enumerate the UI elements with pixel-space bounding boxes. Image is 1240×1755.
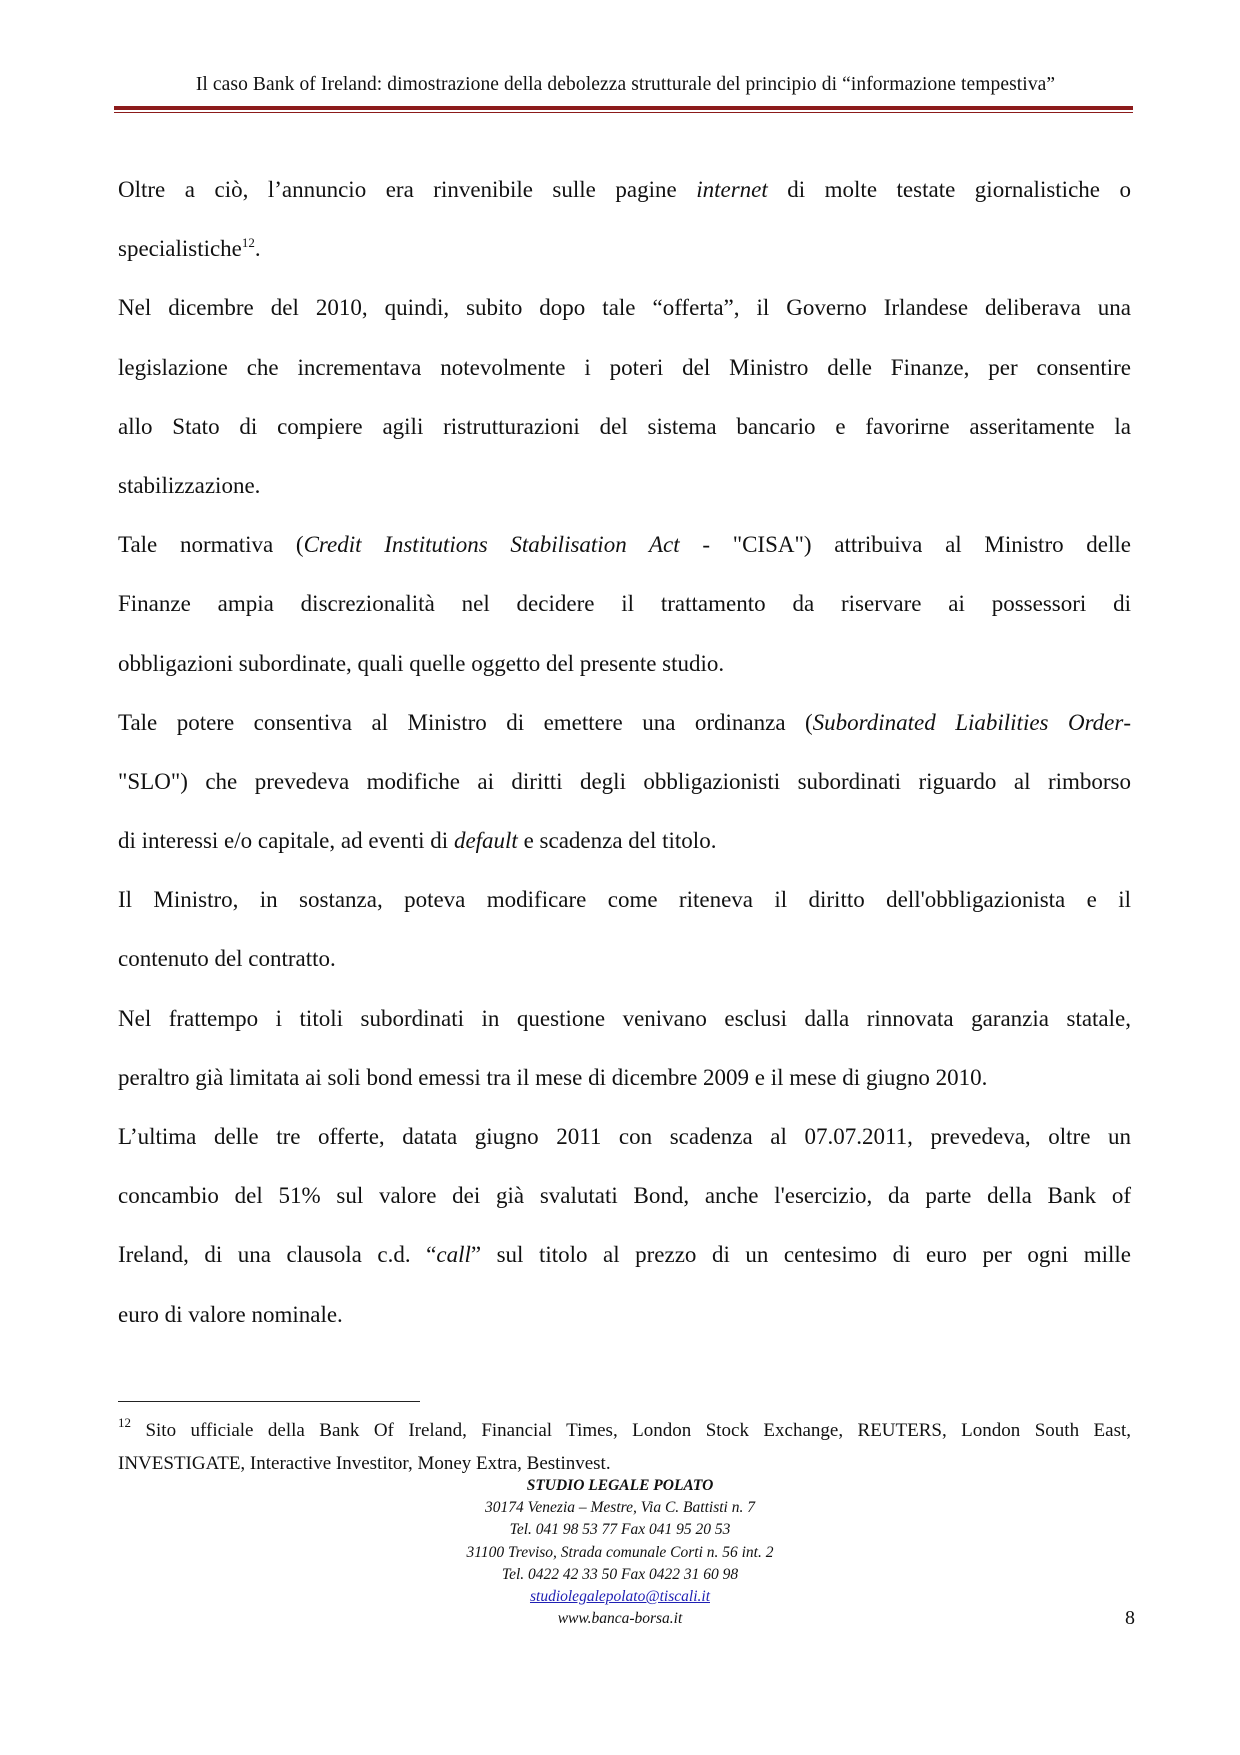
paragraph-line: Ireland, di una clausola c.d. “call” sul titolo al prezzo di un centesimo di euro per ogni mille bbox=[118, 1242, 1132, 1268]
emphasis-call: call bbox=[436, 1242, 471, 1268]
address-venezia: 30174 Venezia – Mestre, Via C. Battisti n. 7 bbox=[485, 1499, 755, 1517]
paragraph-line: obbligazioni subordinate, quali quelle oggetto del presente studio. bbox=[118, 650, 725, 676]
address-treviso: 31100 Treviso, Strada comunale Corti n. 56 int. 2 bbox=[466, 1543, 774, 1561]
paragraph-line: euro di valore nominale. bbox=[118, 1301, 343, 1327]
body-text bbox=[118, 160, 1131, 1344]
emphasis-internet: internet bbox=[696, 177, 768, 202]
paragraph-line: legislazione che incrementava notevolmente i poteri del Ministro delle Finanze, per consentire bbox=[118, 354, 1131, 380]
header-rule-thick bbox=[114, 106, 1133, 110]
footnote-number: 12 bbox=[118, 1415, 131, 1430]
header-rule-thin bbox=[114, 112, 1133, 113]
paragraph-line: Oltre a ciò, l’annuncio era rinvenibile sulle pagine internet di molte testate giornalistiche o bbox=[118, 177, 1131, 202]
footnote-ref-12[interactable]: 12 bbox=[241, 235, 255, 251]
page-footer bbox=[300, 1475, 940, 1630]
footnote bbox=[118, 1414, 1131, 1480]
phone-treviso: Tel. 0422 42 33 50 Fax 0422 31 60 98 bbox=[501, 1565, 739, 1583]
paragraph-line: "SLO") che prevedeva modifiche ai diritti degli obbligazionisti subordinati riguardo al rimborso bbox=[118, 768, 1131, 794]
paragraph-line: peraltro già limitata ai soli bond emessi tra il mese di dicembre 2009 e il mese di giugno 2010. bbox=[118, 1064, 988, 1090]
running-header: Il caso Bank of Ireland: dimostrazione della debolezza strutturale del principio di “informazione tempestiva” bbox=[195, 74, 1056, 95]
phone-venezia: Tel. 041 98 53 77 Fax 041 95 20 53 bbox=[509, 1521, 731, 1539]
paragraph-line: L’ultima delle tre offerte, datata giugno 2011 con scadenza al 07.07.2011, prevedeva, oltre un bbox=[118, 1124, 1131, 1149]
emphasis-slo: Subordinated Liabilities Order bbox=[812, 709, 1124, 735]
paragraph-line: Tale normativa (Credit Institutions Stabilisation Act - "CISA") attribuiva al Ministro delle bbox=[118, 532, 1132, 558]
footnote-line: $^{12}$ Sito ufficiale della Bank Of Ireland, Financial Times, London Stock Exchange, REUTERS, London South East, bbox=[118, 1415, 1131, 1441]
footnote-line: INVESTIGATE, Interactive Investitor, Money Extra, Bestinvest. bbox=[118, 1453, 611, 1474]
paragraph-line: stabilizzazione. bbox=[118, 472, 261, 498]
paragraph-line: Nel dicembre del 2010, quindi, subito dopo tale “offerta”, il Governo Irlandese deliberava una bbox=[118, 295, 1131, 321]
website: www.banca-borsa.it bbox=[557, 1610, 683, 1628]
firm-name: STUDIO LEGALE POLATO bbox=[526, 1477, 714, 1494]
paragraph-line: Finanze ampia discrezionalità nel decidere il trattamento da riservare ai possessori di bbox=[118, 591, 1131, 617]
paragraph-line: contenuto del contratto. bbox=[118, 946, 336, 972]
email-link[interactable]: studiolegalepolato@tiscali.it bbox=[529, 1588, 710, 1606]
paragraph-line: di interessi e/o capitale, ad eventi di default e scadenza del titolo. bbox=[118, 828, 717, 854]
emphasis-default: default bbox=[453, 828, 518, 854]
footnote-separator bbox=[118, 1401, 420, 1402]
paragraph-line: Tale potere consentiva al Ministro di emettere una ordinanza (Subordinated Liabilities Order- bbox=[118, 709, 1131, 735]
paragraph-line: specialistiche$^{12}$. bbox=[118, 235, 261, 262]
paragraph-line: Nel frattempo i titoli subordinati in questione venivano esclusi dalla rinnovata garanzia statale, bbox=[118, 1005, 1131, 1031]
page-number: 8 bbox=[1125, 1607, 1135, 1629]
paragraph-line: allo Stato di compiere agili ristrutturazioni del sistema bancario e favorirne asseritamente la bbox=[118, 413, 1131, 439]
emphasis-cisa: Credit Institutions Stabilisation Act bbox=[303, 532, 680, 558]
paragraph-line: Il Ministro, in sostanza, poteva modificare come riteneva il diritto dell'obbligazionista e il bbox=[118, 887, 1131, 913]
paragraph-line: concambio del 51% sul valore dei già svalutati Bond, anche l'esercizio, da parte della Bank of bbox=[118, 1183, 1131, 1209]
